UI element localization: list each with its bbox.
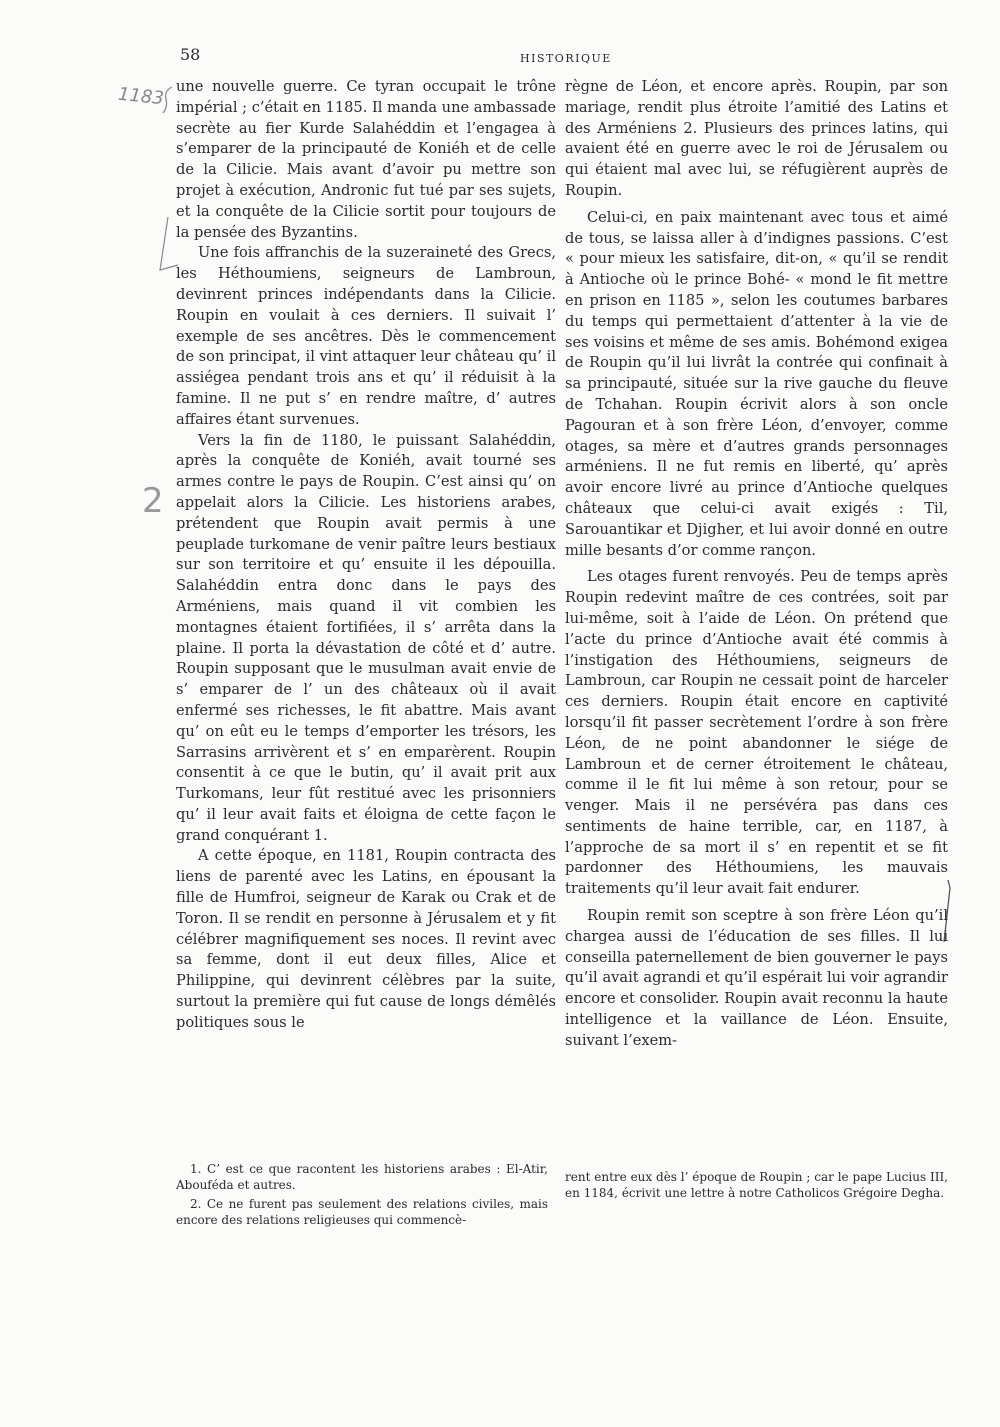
paragraph: Vers la fin de 1180, le puissant Salahéddin, après la conquête de Koniéh, avait tourné ses armes contre le pays de Roupin. C’est ainsi qu’ on appelait alors la Cilicie. Les historiens arabes, prétendent que Roupin avait permis à une peuplade turkomane de venir paître leurs bestiaux sur son territoire et qu’ ensuite il les dépouilla. Salahéddin entra donc dans le pays des Arméniens, mais quand il vit combien les montagnes étaient fortifiées, il s’ arrêta dans la plaine. Il porta la dévastation de côté et d’ autre. Roupin supposant que le musulman avait envie de s’ emparer de l’ un des châteaux où il avait enfermé ses richesses, le fit abattre. Mais avant qu’ on eût eu le temps d’emporter les trésors, les Sarrasins arrivèrent et s’ en emparèrent. Roupin consentit à ce que le butin, qu’ il avait prit aux Turkomans, leur fût restitué avec les prisonniers qu’ il leur avait faits et éloigna de cette façon le grand conquérant 1.: [176, 431, 556, 844]
footnotes-left: [176, 1162, 548, 1232]
paragraph: Les otages furent renvoyés. Peu de temps après Roupin redevint maître de ces contrées, soit par lui-même, soit à l’aide de Léon. On prétend que l’acte du prince d’Antioche avait été commis à l’instigation des Héthoumiens, seigneurs de Lambroun, car Roupin ne cessait point de harceler ces derniers. Roupin était encore en captivité lorsqu’il fit passer secrètement l’ordre à son frère Léon, de ne point abandonner le siége de Lambroun et de cerner étroitement le château, comme il le fit lui même à son retour, pour se venger. Mais il ne persévéra pas dans ces sentiments de haine terrible, car, en 1187, à l’approche de sa mort il s’ en repentit et se fit pardonner des Héthoumiens, les mauvais traitements qu’il leur avait fait endurer.: [565, 568, 948, 898]
footnote: 2. Ce ne furent pas seulement des relations civiles, mais encore des relations religieuses qui commencè-: [176, 1197, 548, 1227]
page-number: 58: [180, 45, 201, 64]
margin-note-year: 1183: [117, 83, 165, 110]
paragraph: règne de Léon, et encore après. Roupin, par son mariage, rendit plus étroite l’amitié des Latins et des Arméniens 2. Plusieurs des princes latins, qui avaient été en guerre avec le roi de Jérusalem ou qui étaient mal avec lui, se réfugièrent auprès de Roupin.: [565, 78, 948, 199]
paragraph: Une fois affranchis de la suzeraineté des Grecs, les Héthoumiens, seigneurs de Lambroun, devinrent princes indépendants dans la Cilicie. Roupin en voulait à ces derniers. Il suivait l’ exemple de ses ancêtres. Dès le commencement de son principat, il vint attaquer leur château qu’ il assiégea pendant trois ans et qu’ il réduisit à la famine. Il ne put s’ en rendre maître, d’ autres affaires étant survenues.: [176, 244, 556, 428]
left-column: [176, 77, 556, 1034]
footnote: rent entre eux dès l’ époque de Roupin ; car le pape Lucius III, en 1184, écrivit une lettre à notre Catholicos Grégoire Degha.: [565, 1170, 948, 1200]
paragraph: Roupin remit son sceptre à son frère Léon qu’il chargea aussi de l’éducation de ses filles. Il lui conseilla paternellement de bien gouverner le pays qu’il avait agrandi et qu’il espérait lui voir agrandir encore et consolider. Roupin avait reconnu la haute intelligence et la vaillance de Léon. Ensuite, suivant l’exem-: [565, 907, 948, 1049]
margin-note-second: [140, 476, 170, 526]
paragraph: Celui-ci, en paix maintenant avec tous et aimé de tous, se laissa aller à d’indignes passions. C’est « pour mieux les satisfaire, dit-on, « qu’il se rendit à Antioche où le prince Bohé- « mond le fit mettre en prison en 1185 », selon les coutumes barbares du temps qui permettaient d’attenter à la vie de ses voisins et même de ses amis. Bohémond exigea de Roupin qu’il lui livrât la contrée qui confinait à sa principauté, située sur la rive gauche du fleuve de Tchahan. Roupin écrivit alors à son oncle Pagouran et à son frère Léon, d’envoyer, comme otages, sa mère et d’autres grands personnages arméniens. Il ne fut remis en liberté, qu’ après avoir encore livré au prince d’Antioche quelques châteaux que celui-ci avait exigés : Til, Sarouantikar et Djigher, et lui avoir donné en outre mille besants d’or comme rançon.: [565, 208, 948, 559]
right-column: [565, 77, 948, 1052]
running-head: HISTORIQUE: [520, 52, 612, 65]
margin-bracket-top: [160, 85, 176, 115]
footnote: 1. C’ est ce que racontent les historiens arabes : El-Atir, Abouféda et autres.: [176, 1162, 548, 1192]
paragraph: A cette époque, en 1181, Roupin contracta des liens de parenté avec les Latins, en épousant la fille de Humfroi, seigneur de Karak ou Crak et de Toron. Il se rendit en personne à Jérusalem et y fit célébrer magnifiquement ses noces. Il revint avec sa femme, dont il eut deux filles, Alice et Philippine, qui devinrent célèbres par la suite, surtout la première qui fut cause de longs démêlés politiques sous le: [176, 847, 556, 1031]
footnotes-right: [565, 1170, 948, 1205]
paragraph: une nouvelle guerre. Ce tyran occupait le trône impérial ; c’était en 1185. Il manda une ambassade secrète au fier Kurde Salahéddin et l’engagea à s’emparer de la principauté de Koniéh et de celle de la Cilicie. Mais avant d’avoir pu mettre son projet à exécution, Andronic fut tué par ses sujets, et la conquête de la Cilicie sortit pour toujours de la pensée des Byzantins.: [176, 78, 556, 241]
svg-text:2: 2: [142, 481, 164, 521]
